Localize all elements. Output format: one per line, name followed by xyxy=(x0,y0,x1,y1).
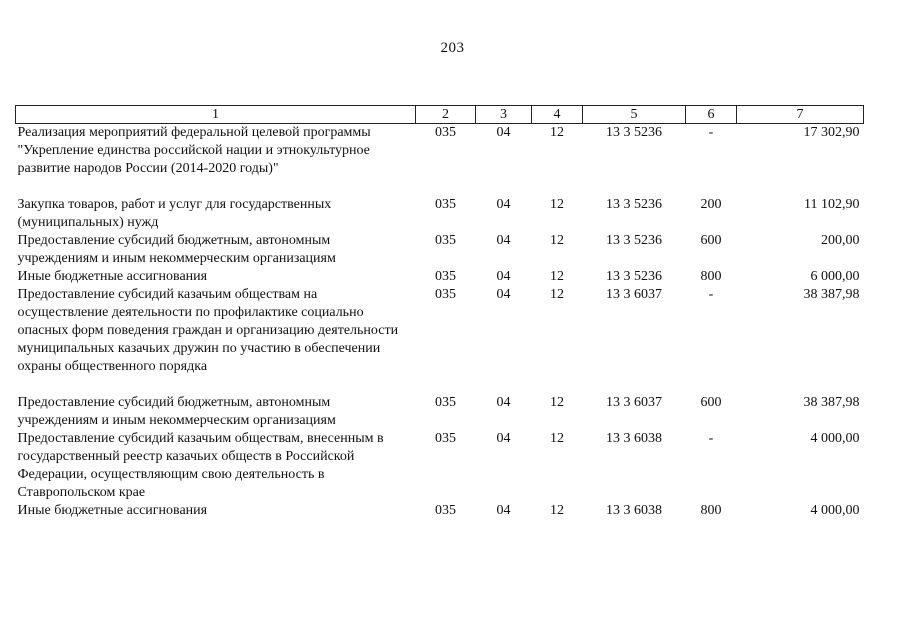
row-code-target: 13 3 6038 xyxy=(606,431,662,446)
row-code-section: 04 xyxy=(496,197,511,212)
table-row xyxy=(16,430,864,502)
row-spacer-cell xyxy=(16,376,864,394)
row-code-subsection: 12 xyxy=(550,503,564,518)
budget-table xyxy=(15,105,864,520)
row-name: Реализация мероприятий федеральной целевой программы "Укрепление единства российской нации и этнокультурное развитие народов России (2014-2020 годы)" xyxy=(17,125,371,176)
row-code-subsection: 12 xyxy=(550,269,564,284)
row-code-section: 04 xyxy=(496,233,511,248)
row-code-expense-type: 800 xyxy=(700,503,722,518)
row-spacer-cell xyxy=(16,178,864,196)
header-col-4: 4 xyxy=(532,106,583,124)
row-code-target: 13 3 5236 xyxy=(606,269,662,284)
row-code-expense-type: 800 xyxy=(700,269,722,284)
row-code-ministry: 035 xyxy=(435,197,456,212)
row-code-target: 13 3 5236 xyxy=(606,197,662,212)
row-code-ministry: 035 xyxy=(435,125,456,140)
row-code-ministry: 035 xyxy=(435,233,456,248)
table-row xyxy=(16,196,864,232)
row-code-section: 04 xyxy=(496,503,511,518)
row-code-target: 13 3 5236 xyxy=(606,125,662,140)
row-code-ministry: 035 xyxy=(435,269,456,284)
table-header-row xyxy=(16,106,864,124)
row-code-subsection: 12 xyxy=(550,395,564,410)
header-col-1: 1 xyxy=(16,106,416,124)
table-row xyxy=(16,394,864,430)
row-code-subsection: 12 xyxy=(550,125,564,140)
row-amount: 38 387,98 xyxy=(803,287,860,302)
row-code-subsection: 12 xyxy=(550,233,564,248)
header-col-3: 3 xyxy=(476,106,532,124)
table-body xyxy=(16,124,864,521)
row-name: Предоставление субсидий бюджетным, автономным учреждениям и иным некоммерческим организациям xyxy=(17,395,336,428)
row-name: Предоставление субсидий казачьим обществам, внесенным в государственный реестр казачьих обществ в Российской Федерации, осуществляющим свою деятельность в Ставропольском крае xyxy=(17,431,384,500)
row-amount: 38 387,98 xyxy=(803,395,860,410)
row-code-expense-type: 600 xyxy=(700,395,722,410)
row-name: Закупка товаров, работ и услуг для государственных (муниципальных) нужд xyxy=(17,197,332,230)
row-code-expense-type: - xyxy=(708,125,714,140)
row-amount: 6 000,00 xyxy=(810,269,860,284)
table-row xyxy=(16,286,864,376)
row-code-target: 13 3 6037 xyxy=(606,287,662,302)
row-code-expense-type: 600 xyxy=(700,233,722,248)
row-code-expense-type: - xyxy=(708,287,714,302)
row-code-section: 04 xyxy=(496,287,511,302)
row-code-ministry: 035 xyxy=(435,431,456,446)
table-row xyxy=(16,502,864,520)
row-code-expense-type: 200 xyxy=(700,197,722,212)
row-name: Иные бюджетные ассигнования xyxy=(17,269,208,284)
row-name: Иные бюджетные ассигнования xyxy=(17,503,208,518)
row-code-section: 04 xyxy=(496,125,511,140)
row-code-target: 13 3 5236 xyxy=(606,233,662,248)
header-col-2: 2 xyxy=(416,106,476,124)
row-name: Предоставление субсидий бюджетным, автономным учреждениям и иным некоммерческим организациям xyxy=(17,233,336,266)
row-code-section: 04 xyxy=(496,431,511,446)
table-row xyxy=(16,232,864,268)
table-row xyxy=(16,268,864,286)
header-col-7: 7 xyxy=(737,106,864,124)
row-code-target: 13 3 6037 xyxy=(606,395,662,410)
row-amount: 17 302,90 xyxy=(803,125,860,140)
header-col-6: 6 xyxy=(686,106,737,124)
row-name: Предоставление субсидий казачьим обществам на осуществление деятельности по профилактике социально опасных форм поведения граждан и организацию деятельности муниципальных казачьих дружин по участию в обеспечении охраны общественного порядка xyxy=(17,287,399,374)
row-code-section: 04 xyxy=(496,395,511,410)
row-code-target: 13 3 6038 xyxy=(606,503,662,518)
row-spacer xyxy=(16,376,864,394)
row-code-ministry: 035 xyxy=(435,287,456,302)
row-amount: 4 000,00 xyxy=(810,503,860,518)
row-code-subsection: 12 xyxy=(550,431,564,446)
row-code-expense-type: - xyxy=(708,431,714,446)
row-code-subsection: 12 xyxy=(550,197,564,212)
row-code-ministry: 035 xyxy=(435,503,456,518)
row-code-subsection: 12 xyxy=(550,287,564,302)
header-col-5: 5 xyxy=(583,106,686,124)
row-amount: 200,00 xyxy=(821,233,860,248)
row-spacer xyxy=(16,178,864,196)
row-code-ministry: 035 xyxy=(435,395,456,410)
row-code-section: 04 xyxy=(496,269,511,284)
row-amount: 11 102,90 xyxy=(804,197,860,212)
table-row xyxy=(16,124,864,179)
row-amount: 4 000,00 xyxy=(810,431,860,446)
page-number: 203 xyxy=(440,40,465,56)
